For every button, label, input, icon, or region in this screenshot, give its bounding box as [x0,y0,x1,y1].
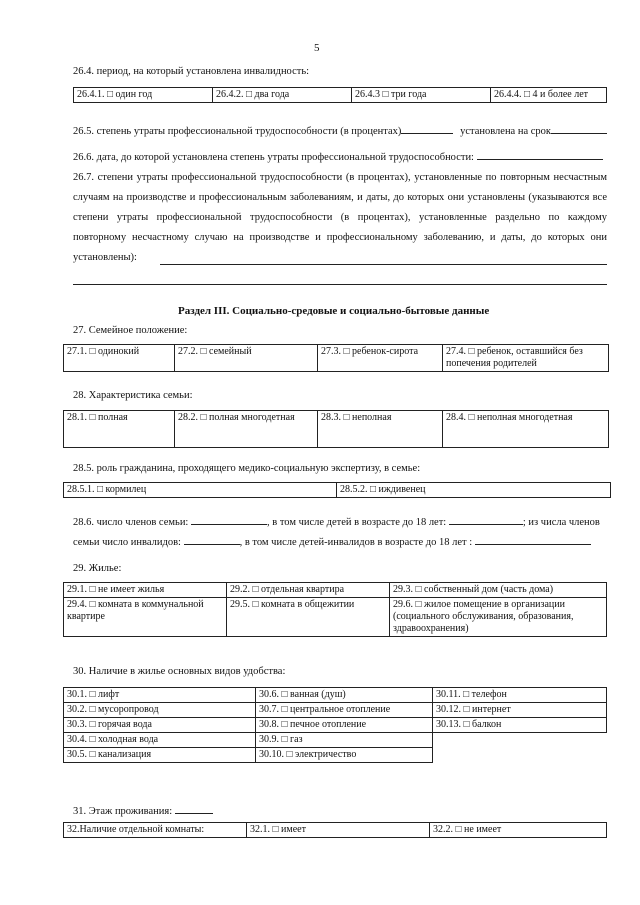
s26-5-line [73,124,607,137]
s28-6-disabled-label: семьи число инвалидов: [73,537,181,548]
s26-5-term-field[interactable] [551,124,607,134]
option-28-1[interactable]: 28.1. □ полная [64,411,175,448]
option-28-2[interactable]: 28.2. □ полная многодетная [175,411,318,448]
s26-7-answer-line-2[interactable] [73,284,607,285]
option-30-11[interactable]: 30.11. □ телефон [433,688,607,703]
option-26-4-4[interactable]: 26.4.4. □ 4 и более лет [491,88,607,103]
s30-label: 30. Наличие в жилье основных видов удобства: [73,666,286,677]
s28-6-children-label: , в том числе детей в возрасте до 18 лет: [266,517,447,528]
s26-7-text: 26.7. степени утраты профессиональной трудоспособности (в процентах), установленные по повторным несчастным случаям на производстве и профессиональным заболеваниям, и даты, до которых они установлены (указываются все степени утраты профессиональной трудоспособности (в процентах), установленные раздельно по каждому повторному несчастному случаю на производстве и профессиональному заболеванию, и даты, до которых они установлены): [73,172,607,263]
option-30-9[interactable]: 30.9. □ газ [256,733,433,748]
s28-6-members-label: 28.6. число членов семьи: [73,517,189,528]
option-27-4[interactable]: 27.4. □ ребенок, оставшийся без попечения родителей [443,345,609,372]
s26-5-term-label: установлена на срок [460,126,552,137]
option-30-2[interactable]: 30.2. □ мусоропровод [64,703,256,718]
s28-5-table [63,482,611,498]
empty-cell [433,733,607,748]
s26-5-percent-field[interactable] [401,124,453,134]
option-27-3[interactable]: 27.3. □ ребенок-сирота [318,345,443,372]
option-30-10[interactable]: 30.10. □ электричество [256,748,433,763]
s28-label: 28. Характеристика семьи: [73,390,193,401]
s28-6-children-field[interactable] [449,515,523,525]
s28-6-line-1 [73,515,600,528]
s28-5-label: 28.5. роль гражданина, проходящего медико-социальную экспертизу, в семье: [73,463,421,474]
s26-5-label: 26.5. степень утраты профессиональной трудоспособности (в процентах) [73,126,402,137]
s26-6-date-field[interactable] [477,150,603,160]
page-number: 5 [314,42,320,54]
option-29-1[interactable]: 29.1. □ не имеет жилья [64,583,227,598]
s28-6-line-2 [73,535,591,548]
s29-table [63,582,607,637]
s26-6-line [73,150,603,163]
option-30-6[interactable]: 30.6. □ ванная (душ) [256,688,433,703]
s31-label: 31. Этаж проживания: [73,806,173,817]
s28-6-members-field[interactable] [191,515,267,525]
option-30-8[interactable]: 30.8. □ печное отопление [256,718,433,733]
option-27-1[interactable]: 27.1. □ одинокий [64,345,175,372]
s28-6-disabled-field[interactable] [184,535,240,545]
option-28-4[interactable]: 28.4. □ неполная многодетная [443,411,609,448]
option-29-3[interactable]: 29.3. □ собственный дом (часть дома) [390,583,607,598]
option-29-5[interactable]: 29.5. □ комната в общежитии [227,598,390,637]
s26-7-answer-line-1[interactable] [160,264,607,265]
s30-table [63,687,607,763]
s27-table [63,344,609,372]
option-32-2[interactable]: 32.2. □ не имеет [430,823,607,838]
option-28-5-1[interactable]: 28.5.1. □ кормилец [64,483,337,498]
option-28-5-2[interactable]: 28.5.2. □ иждивенец [337,483,611,498]
s29-label: 29. Жилье: [73,563,122,574]
option-30-5[interactable]: 30.5. □ канализация [64,748,256,763]
s26-6-label: 26.6. дата, до которой установлена степень утраты профессиональной трудоспособности: [73,152,474,163]
option-32-1[interactable]: 32.1. □ имеет [247,823,430,838]
option-30-7[interactable]: 30.7. □ центральное отопление [256,703,433,718]
option-26-4-2[interactable]: 26.4.2. □ два года [213,88,352,103]
option-28-3[interactable]: 28.3. □ неполная [318,411,443,448]
s26-4-label: 26.4. период, на который установлена инвалидность: [73,66,310,77]
s31-floor-field[interactable] [175,804,213,814]
option-30-1[interactable]: 30.1. □ лифт [64,688,256,703]
s28-6-disabled-children-field[interactable] [475,535,591,545]
s27-label: 27. Семейное положение: [73,325,188,336]
option-29-6[interactable]: 29.6. □ жилое помещение в организации (социального обслуживания, образования, здравоохранения) [390,598,607,637]
option-26-4-1[interactable]: 26.4.1. □ один год [74,88,213,103]
s28-6-disabled-children-label: , в том числе детей-инвалидов в возрасте до 18 лет : [239,537,473,548]
option-29-2[interactable]: 29.2. □ отдельная квартира [227,583,390,598]
s28-table [63,410,609,448]
option-26-4-3[interactable]: 26.4.3 □ три года [352,88,491,103]
section-3-title: Раздел III. Социально-средовые и социально-бытовые данные [178,305,490,317]
option-30-13[interactable]: 30.13. □ балкон [433,718,607,733]
option-30-4[interactable]: 30.4. □ холодная вода [64,733,256,748]
s31-line [73,804,213,817]
option-30-12[interactable]: 30.12. □ интернет [433,703,607,718]
s32-table [63,822,607,838]
s32-label: 32.Наличие отдельной комнаты: [64,823,247,838]
option-27-2[interactable]: 27.2. □ семейный [175,345,318,372]
s26-4-table [73,87,607,103]
empty-cell [433,748,607,763]
option-29-4[interactable]: 29.4. □ комната в коммунальной квартире [64,598,227,637]
option-30-3[interactable]: 30.3. □ горячая вода [64,718,256,733]
s28-6-of-members-label: ; из числа членов [522,517,600,528]
